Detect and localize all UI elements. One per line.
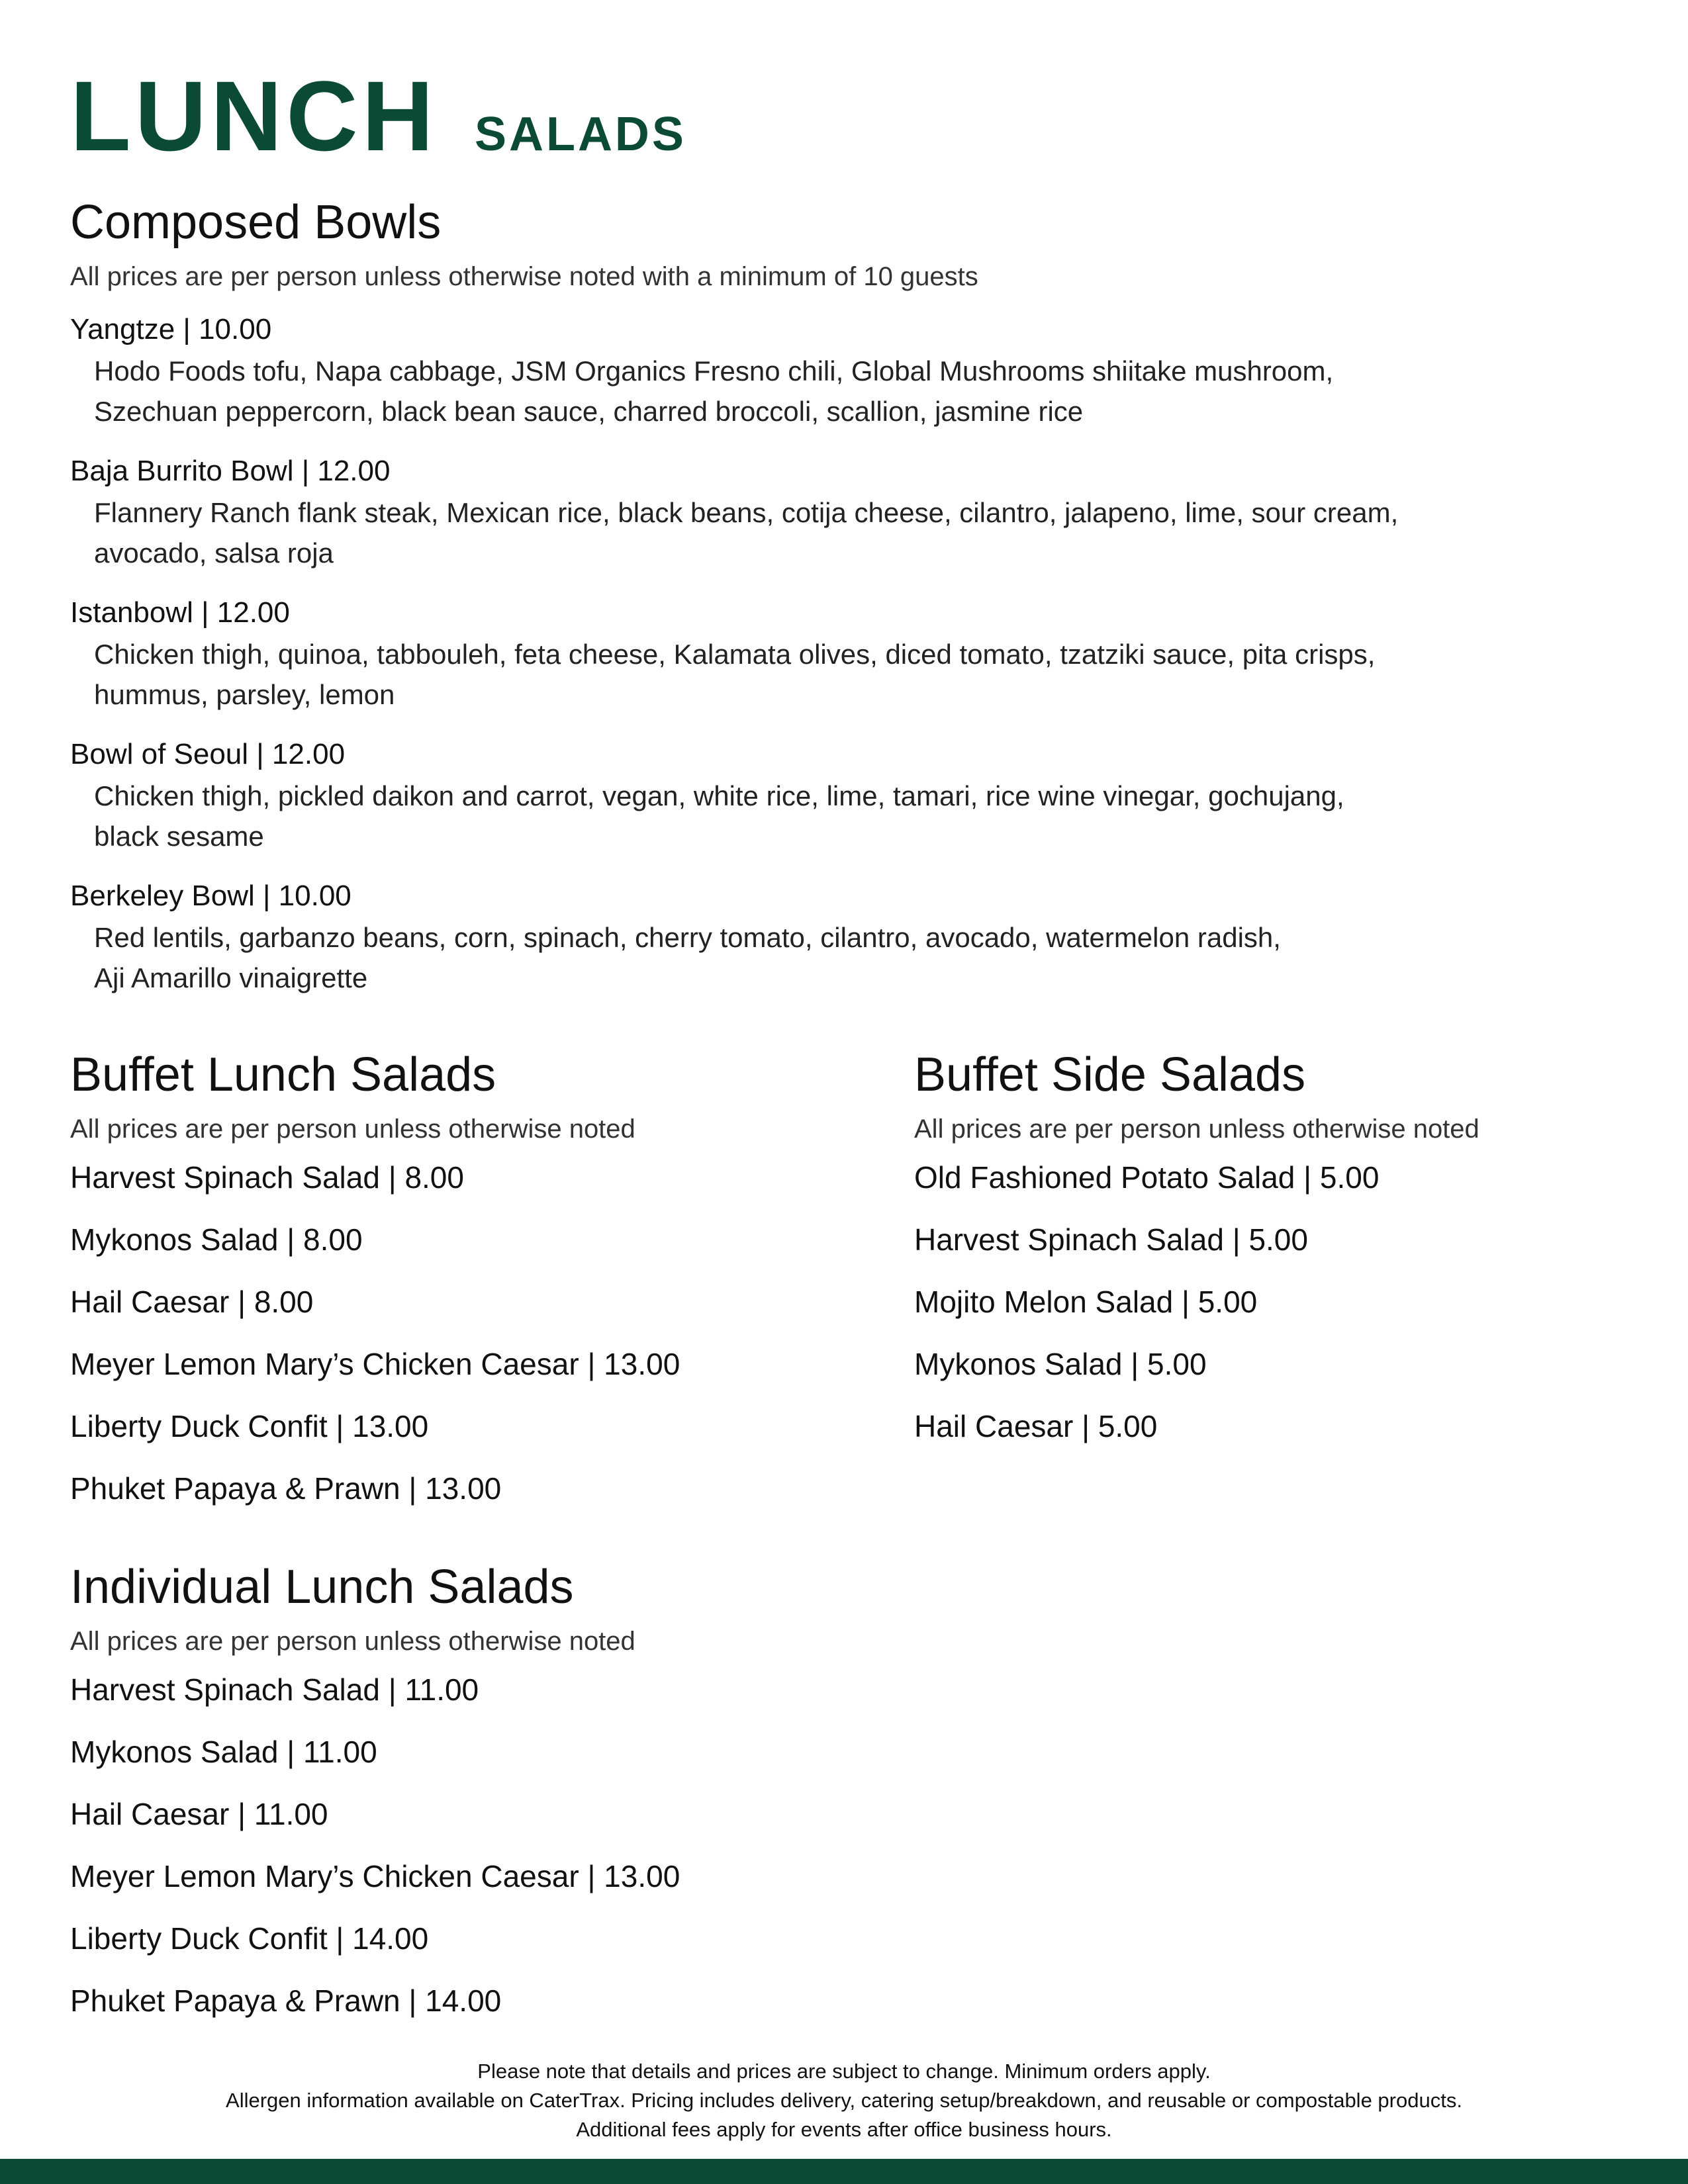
bowl-description-line: Chicken thigh, quinoa, tabbouleh, feta cheese, Kalamata olives, diced tomato, tzatziki sauce, pita crisps,: [94, 639, 1376, 670]
bowl-description: [70, 776, 1617, 856]
bowl-description-line: Hodo Foods tofu, Napa cabbage, JSM Organics Fresno chili, Global Mushrooms shiitake mushroom,: [94, 355, 1334, 387]
list-item: Mykonos Salad | 11.00: [70, 1735, 377, 1769]
salad-list: [70, 1674, 680, 2048]
footer-line: Please note that details and prices are subject to change. Minimum orders apply.: [477, 2060, 1211, 2083]
bowl-item: [70, 598, 1617, 715]
section-note: All prices are per person unless otherwise noted with a minimum of 10 guests: [70, 262, 978, 291]
list-item: Hail Caesar | 8.00: [70, 1285, 314, 1319]
list-item: Liberty Duck Confit | 14.00: [70, 1921, 429, 1956]
list-item: Harvest Spinach Salad | 8.00: [70, 1160, 464, 1195]
menu-title: LUNCH: [70, 60, 438, 171]
bowl-name: Bowl of Seoul | 12.00: [70, 738, 346, 770]
list-item: Meyer Lemon Mary’s Chicken Caesar | 13.00: [70, 1859, 680, 1893]
section-heading: Composed Bowls: [70, 196, 442, 249]
bowl-description: [70, 492, 1617, 573]
salad-list: [70, 1162, 680, 1535]
bowl-description-line: avocado, salsa roja: [94, 537, 334, 569]
salad-list: [914, 1162, 1479, 1473]
buffet-lunch-salads-section: [70, 1048, 680, 1535]
section-heading: Individual Lunch Salads: [70, 1561, 574, 1614]
bowl-description-line: Szechuan peppercorn, black bean sauce, charred broccoli, scallion, jasmine rice: [94, 396, 1084, 427]
list-item: Harvest Spinach Salad | 11.00: [70, 1672, 479, 1707]
section-note: All prices are per person unless otherwise noted: [914, 1115, 1479, 1144]
list-item: Hail Caesar | 11.00: [70, 1797, 328, 1831]
bowl-item: [70, 315, 1617, 432]
bowl-name: Yangtze | 10.00: [70, 313, 272, 345]
bowl-item: [70, 457, 1617, 573]
footer-notes: [0, 2057, 1688, 2144]
section-note: All prices are per person unless otherwise noted: [70, 1627, 635, 1656]
bowl-item: [70, 740, 1617, 856]
bowl-description-line: Flannery Ranch flank steak, Mexican rice, black beans, cotija cheese, cilantro, jalapeno, lime, sour cream,: [94, 497, 1399, 528]
list-item: Hail Caesar | 5.00: [914, 1409, 1158, 1443]
menu-subtitle: SALADS: [474, 108, 686, 161]
list-item: Phuket Papaya & Prawn | 14.00: [70, 1983, 502, 2018]
bowl-description: [70, 351, 1617, 432]
bowl-item: [70, 882, 1617, 998]
bowl-description: [70, 634, 1617, 715]
list-item: Meyer Lemon Mary’s Chicken Caesar | 13.00: [70, 1347, 680, 1381]
footer-bar: [0, 2159, 1688, 2184]
list-item: Mykonos Salad | 8.00: [70, 1222, 363, 1257]
bowl-description-line: Aji Amarillo vinaigrette: [94, 962, 368, 993]
list-item: Phuket Papaya & Prawn | 13.00: [70, 1471, 502, 1506]
bowl-description-line: Chicken thigh, pickled daikon and carrot, vegan, white rice, lime, tamari, rice wine vinegar, gochujang,: [94, 780, 1344, 811]
section-heading: Buffet Side Salads: [914, 1048, 1306, 1101]
list-item: Liberty Duck Confit | 13.00: [70, 1409, 429, 1443]
section-note: All prices are per person unless otherwise noted: [70, 1115, 635, 1144]
footer-line: Additional fees apply for events after office business hours.: [576, 2118, 1112, 2141]
list-item: Mojito Melon Salad | 5.00: [914, 1285, 1258, 1319]
bowl-name: Baja Burrito Bowl | 12.00: [70, 455, 391, 487]
footer-line: Allergen information available on CaterTrax. Pricing includes delivery, catering setup/breakdown, and reusable or compostable products.: [226, 2089, 1462, 2112]
buffet-side-salads-section: [914, 1048, 1479, 1473]
bowl-name: Istanbowl | 12.00: [70, 596, 290, 629]
list-item: Mykonos Salad | 5.00: [914, 1347, 1207, 1381]
bowl-description: [70, 917, 1617, 998]
bowl-description-line: black sesame: [94, 821, 264, 852]
composed-bowls-section: [70, 196, 1617, 998]
individual-lunch-salads-section: [70, 1563, 680, 2048]
list-item: Old Fashioned Potato Salad | 5.00: [914, 1160, 1380, 1195]
bowl-name: Berkeley Bowl | 10.00: [70, 880, 352, 912]
section-heading: Buffet Lunch Salads: [70, 1048, 496, 1101]
menu-header: [70, 60, 686, 171]
list-item: Harvest Spinach Salad | 5.00: [914, 1222, 1308, 1257]
bowl-description-line: Red lentils, garbanzo beans, corn, spinach, cherry tomato, cilantro, avocado, watermelon radish,: [94, 922, 1281, 953]
bowl-description-line: hummus, parsley, lemon: [94, 679, 395, 710]
